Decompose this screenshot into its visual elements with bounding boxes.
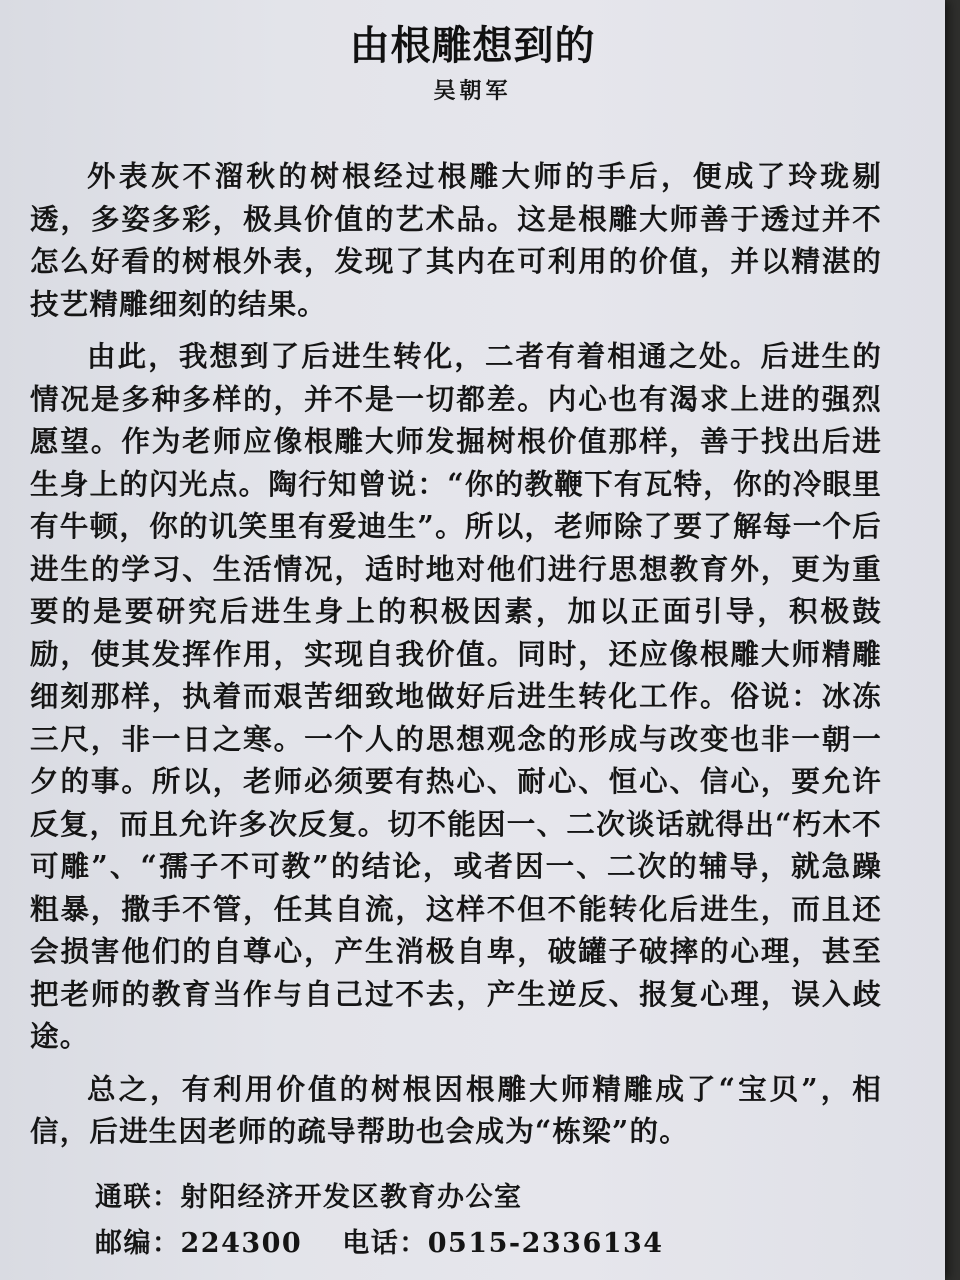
postcode-phone-row <box>95 1221 664 1267</box>
article-title: 由根雕想到的 <box>349 23 596 69</box>
paragraph-1: 外表灰不溜秋的树根经过根雕大师的手后，便成了玲珑剔透，多姿多彩，极具价值的艺术品。这是根雕大师善于透过并不怎么好看的树根外表，发现了其内在可利用的价值，并以精湛的技艺精雕细刻的结果。 <box>30 159 882 321</box>
address-value: 射阳经济开发区教育办公室 <box>180 1182 523 1213</box>
address-label: 通联： <box>95 1182 181 1213</box>
article-body <box>30 155 882 1163</box>
article-author: 吴朝军 <box>433 78 512 104</box>
paragraph-2: 由此，我想到了后进生转化，二者有着相通之处。后进生的情况是多种多样的，并不是一切都差。内心也有渴求上进的强烈愿望。作为老师应像根雕大师发掘树根价值那样，善于找出后进生身上的闪光点。陶行知曾说：“你的教鞭下有瓦特，你的冷眼里有牛顿，你的讥笑里有爱迪生”。所以，老师除了要了解每一个后进生的学习、生活情况，适时地对他们进行思想教育外，更为重要的是要研究后进生身上的积极因素，加以正面引导，积极鼓励，使其发挥作用，实现自我价值。同时，还应像根雕大师精雕细刻那样，执着而艰苦细致地做好后进生转化工作。俗说：冰冻三尺，非一日之寒。一个人的思想观念的形成与改变也非一朝一夕的事。所以，老师必须要有热心、耐心、恒心、信心，要允许反复，而且允许多次反复。切不能因一、二次谈话就得出“朽木不可雕”、“孺子不可教”的结论，或者因一、二次的辅导，就急躁粗暴，撒手不管，任其自流，这样不但不能转化后进生，而且还会损害他们的自尊心，产生消极自卑，破罐子破摔的心理，甚至把老师的教育当作与自己过不去，产生逆反、报复心理，误入歧途。 <box>30 339 882 1053</box>
postcode-value: 224300 <box>180 1228 303 1259</box>
phone-label: 电话： <box>342 1228 428 1259</box>
address-row <box>95 1175 664 1221</box>
phone-value: 0515-2336134 <box>427 1228 664 1259</box>
contact-footer <box>95 1175 664 1267</box>
postcode-label: 邮编： <box>95 1228 181 1259</box>
paragraph-3: 总之，有利用价值的树根因根雕大师精雕成了“宝贝”，相信，后进生因老师的疏导帮助也会成为“栋梁”的。 <box>30 1071 882 1148</box>
